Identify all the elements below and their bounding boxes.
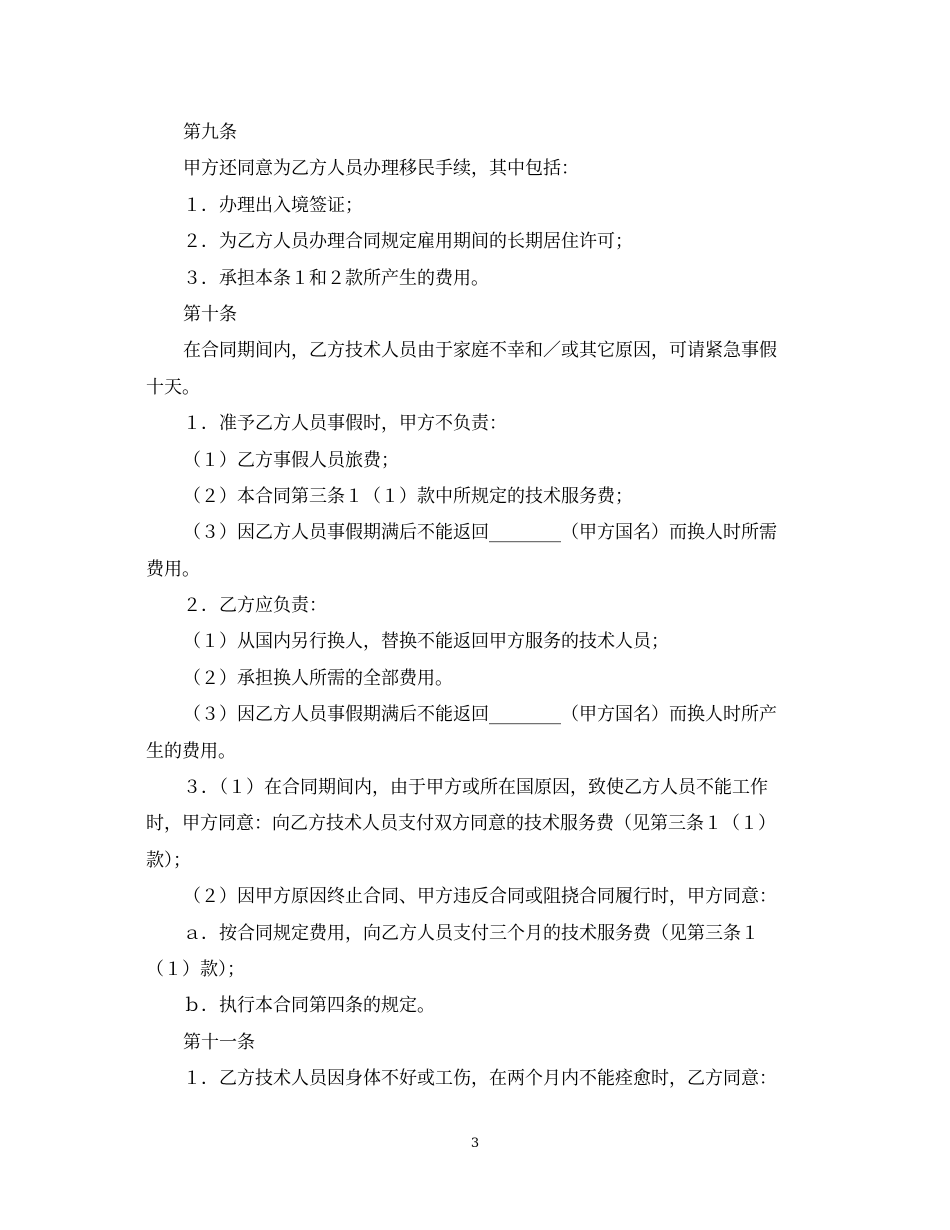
text-line: １．乙方技术人员因身体不好或工伤，在两个月内不能痊愈时，乙方同意：: [183, 1068, 777, 1090]
text-line: 款）；: [146, 849, 191, 871]
text-line: （２）因甲方原因终止合同、甲方违反合同或阻挠合同履行时，甲方同意：: [183, 886, 777, 908]
text-line: 第九条: [183, 122, 237, 143]
text-line: （３）因乙方人员事假期满后不能返回________（甲方国名）而换人时所产: [183, 704, 777, 726]
text-line: １．办理出入境签证；: [183, 194, 363, 216]
text-line: 在合同期间内，乙方技术人员由于家庭不幸和／或其它原因，可请紧急事假: [183, 340, 777, 362]
text-line: 十天。: [146, 376, 200, 398]
text-line: （１）乙方事假人员旅费；: [183, 449, 399, 471]
text-line: 第十一条: [183, 1031, 255, 1053]
text-line: （３）因乙方人员事假期满后不能返回________（甲方国名）而换人时所需: [183, 522, 777, 544]
text-line: ｂ．执行本合同第四条的规定。: [183, 995, 435, 1017]
page-number: 3: [470, 1136, 480, 1151]
text-line: １．准予乙方人员事假时，甲方不负责：: [183, 413, 507, 435]
text-line: 费用。: [146, 558, 200, 580]
text-line: ３．承担本条１和２款所产生的费用。: [183, 267, 489, 289]
text-line: （２）承担换人所需的全部费用。: [183, 667, 453, 689]
text-line: （２）本合同第三条１（１）款中所规定的技术服务费；: [183, 485, 633, 507]
text-line: 时，甲方同意：向乙方技术人员支付双方同意的技术服务费（见第三条１（１）: [146, 813, 776, 835]
text-line: （１）从国内另行换人，替换不能返回甲方服务的技术人员；: [183, 631, 669, 653]
text-line: 甲方还同意为乙方人员办理移民手续，其中包括：: [183, 158, 579, 180]
document-body: [146, 115, 806, 1098]
text-line: 第十条: [183, 303, 237, 325]
text-line: ２．乙方应负责：: [183, 595, 327, 617]
text-line: ２．为乙方人员办理合同规定雇用期间的长期居住许可；: [183, 231, 633, 253]
text-line: （１）款）；: [146, 958, 245, 980]
text-line: ａ．按合同规定费用，向乙方人员支付三个月的技术服务费（见第三条１: [183, 922, 759, 944]
text-line: ３．（１）在合同期间内，由于甲方或所在国原因，致使乙方人员不能工作: [183, 777, 768, 799]
text-line: 生的费用。: [146, 740, 236, 762]
